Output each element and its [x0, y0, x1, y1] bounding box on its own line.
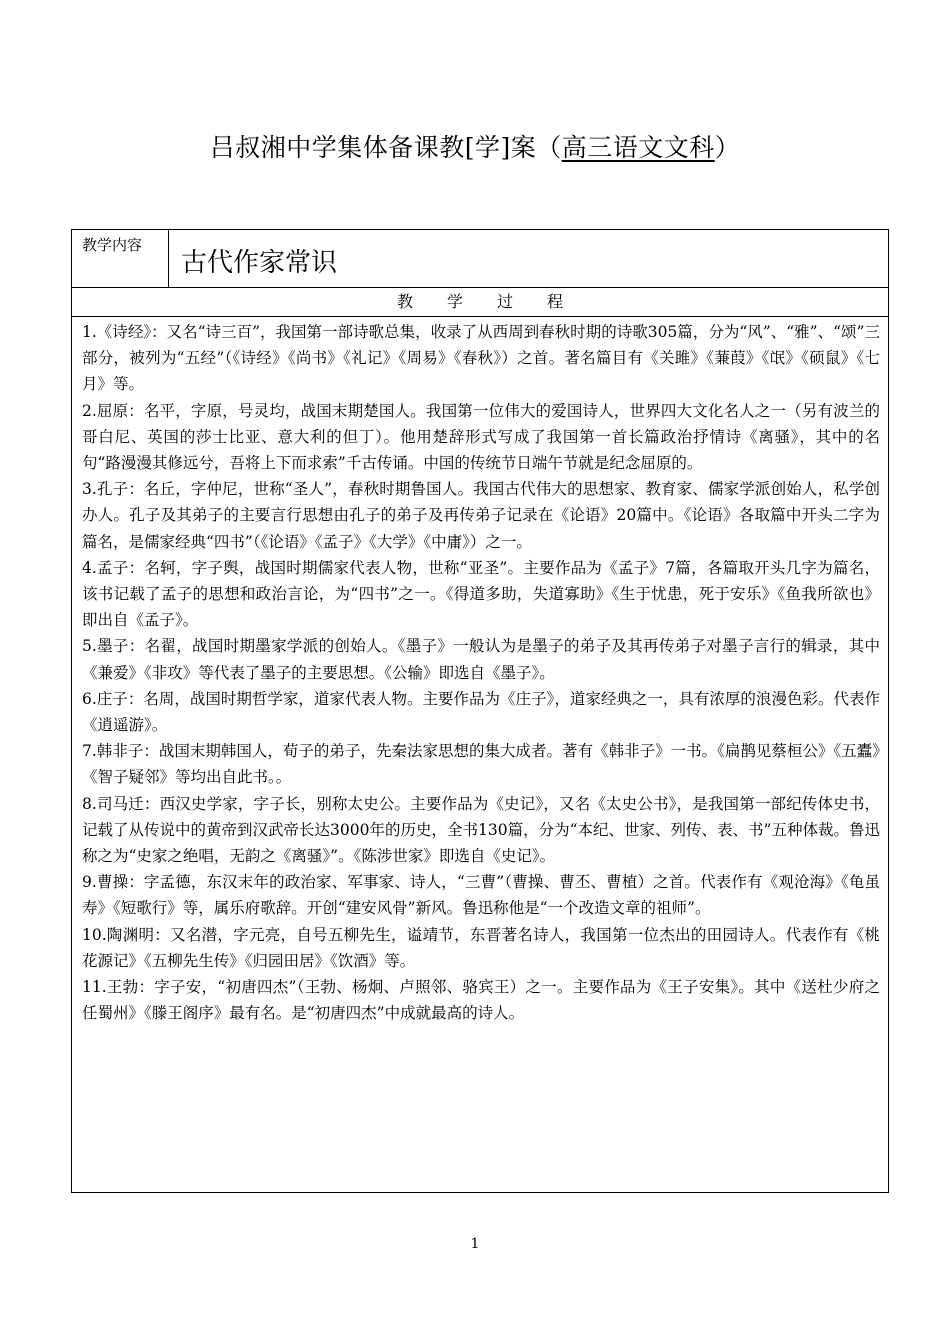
process-header: 教学过程 — [72, 288, 888, 317]
content-topic: 古代作家常识 — [181, 248, 338, 278]
list-item: 5.墨子：名翟，战国时期墨家学派的创始人。《墨子》一般认为是墨子的弟子及其再传弟子对墨子言行的辑录，其中《兼爱》《非攻》等代表了墨子的主要思想。《公输》即选自《墨子》。 — [82, 637, 880, 682]
list-item: 3.孔子：名丘，字仲尼，世称“圣人”，春秋时期鲁国人。我国古代伟大的思想家、教育家、儒家学派创始人，私学创办人。孔子及其弟子的主要言行思想由孔子的弟子及再传弟子记录在《论语》20篇中。《论语》各取篇中开头二字为篇名，是儒家经典“四书”（《论语》《孟子》《大学》《中庸》）之一。 — [82, 480, 880, 551]
page-title — [0, 128, 950, 164]
lesson-table — [71, 229, 889, 1193]
list-item: 11.王勃：字子安，“初唐四杰”（王勃、杨炯、卢照邻、骆宾王）之一。主要作品为《王子安集》。其中《送杜少府之任蜀州》《滕王阁序》最有名。是“初唐四杰”中成就最高的诗人。 — [82, 978, 880, 1023]
title-prefix: 吕叔湘中学集体备课教[学]案（ — [209, 133, 562, 162]
content-row — [72, 230, 888, 288]
content-body — [72, 317, 888, 1026]
content-label: 教学内容 — [72, 230, 169, 287]
list-item: 6.庄子：名周，战国时期哲学家，道家代表人物。主要作品为《庄子》，道家经典之一，具有浓厚的浪漫色彩。代表作《逍遥游》。 — [82, 689, 880, 735]
list-item: 10.陶渊明：又名潜，字元亮，自号五柳先生，谥靖节，东晋著名诗人，我国第一位杰出的田园诗人。代表作有《桃花源记》《五柳先生传》《归园田居》《饮酒》等。 — [82, 925, 880, 970]
list-item: 4.孟子：名轲，字子舆，战国时期儒家代表人物，世称“亚圣”。主要作品为《孟子》7篇，各篇取开头几字为篇名，该书记载了孟子的思想和政治言论，为“四书”之一。《得道多助，失道寡助》《生于忧患，死于安乐》《鱼我所欲也》即出自《孟子》。 — [82, 558, 880, 630]
list-item: 9.曹操：字孟德，东汉末年的政治家、军事家、诗人，“三曹”（曹操、曹丕、曹植）之首。代表作有《观沧海》《龟虽寿》《短歌行》等，属乐府歌辞。开创“建安风骨”新风。鲁迅称他是“一个改造文章的祖师”。 — [82, 873, 880, 918]
list-item: 8.司马迁：西汉史学家，字子长，别称太史公。主要作品为《史记》，又名《太史公书》，是我国第一部纪传体史书，记载了从传说中的黄帝到汉武帝长达3000年的历史，全书130篇，分为“本纪、世家、列传、表、书”五种体裁。鲁迅称之为“史家之绝唱，无韵之《离骚》”。《陈涉世家》即选自《史记》。 — [82, 794, 880, 866]
page-number: 1 — [470, 1236, 480, 1252]
list-item: 7.韩非子：战国末期韩国人，荀子的弟子，先秦法家思想的集大成者。著有《韩非子》一书。《扁鹊见蔡桓公》《五蠹》《智子疑邻》等均出自此书。。 — [82, 742, 880, 787]
title-subject: 高三语文文科 — [561, 133, 715, 162]
title-suffix: ） — [714, 133, 741, 162]
list-item: 1.《诗经》：又名“诗三百”，我国第一部诗歌总集，收录了从西周到春秋时期的诗歌305篇，分为“风”、“雅”、“颂”三部分，被列为“五经”（《诗经》《尚书》《礼记》《周易》《春秋》）之首。著名篇目有《关雎》《蒹葭》《氓》《硕鼠》《七月》等。 — [82, 323, 880, 394]
list-item: 2.屈原：名平，字原，号灵均，战国末期楚国人。我国第一位伟大的爱国诗人，世界四大文化名人之一（另有波兰的哥白尼、英国的莎士比亚、意大利的但丁）。他用楚辞形式写成了我国第一首长篇政治抒情诗《离骚》，其中的名句“路漫漫其修远兮，吾将上下而求索”千古传诵。中国的传统节日端午节就是纪念屈原的。 — [82, 401, 880, 473]
